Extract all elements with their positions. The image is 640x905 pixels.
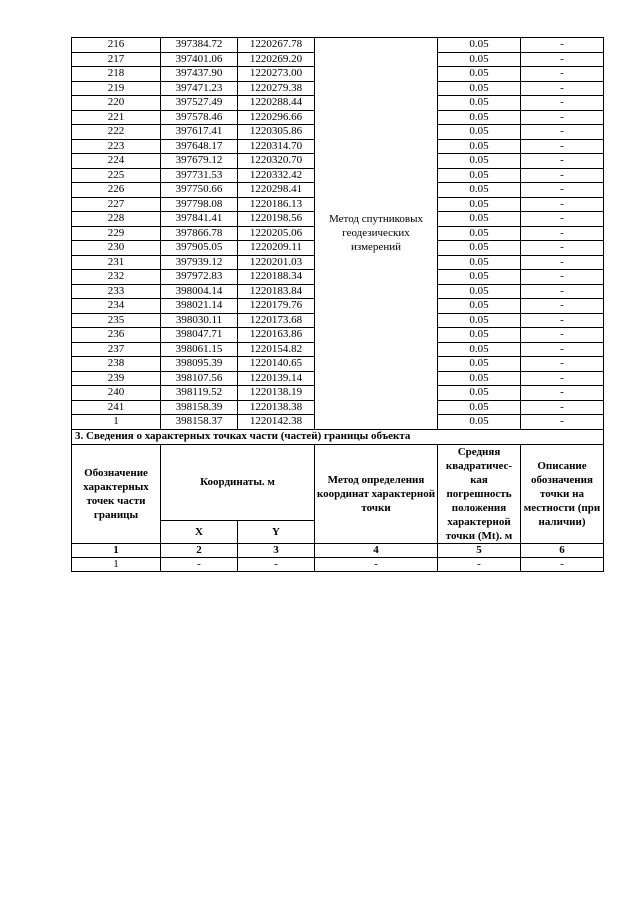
point-number: 221 — [72, 110, 161, 125]
points-table-body — [72, 38, 604, 430]
coord-y: 1220279.38 — [238, 81, 315, 96]
mt-value: 0.05 — [438, 38, 521, 53]
point-number: 225 — [72, 168, 161, 183]
mt-value: 0.05 — [438, 67, 521, 82]
point-number: 219 — [72, 81, 161, 96]
description-value: - — [521, 313, 604, 328]
point-number: 239 — [72, 371, 161, 386]
point-number: 222 — [72, 125, 161, 140]
description-value: - — [521, 357, 604, 372]
header-y: Y — [238, 520, 315, 543]
header-x: X — [161, 520, 238, 543]
header-coordinates: Координаты. м — [161, 444, 315, 520]
description-value: - — [521, 342, 604, 357]
coord-x: 397841.41 — [161, 212, 238, 227]
coord-x: 398030.11 — [161, 313, 238, 328]
section3-block — [72, 429, 604, 571]
coord-x: 398095.39 — [161, 357, 238, 372]
mt-value: 0.05 — [438, 52, 521, 67]
point-number: 217 — [72, 52, 161, 67]
description-value: - — [521, 52, 604, 67]
coord-y: 1220138.38 — [238, 400, 315, 415]
point-number: 1 — [72, 415, 161, 430]
description-value: - — [521, 299, 604, 314]
coord-y: 1220183.84 — [238, 284, 315, 299]
coord-y: 1220142.38 — [238, 415, 315, 430]
coord-x: 398047.71 — [161, 328, 238, 343]
point-number: 228 — [72, 212, 161, 227]
coord-y: 1220188.34 — [238, 270, 315, 285]
description-value: - — [521, 38, 604, 53]
coord-y: 1220201.03 — [238, 255, 315, 270]
coord-y: 1220140.65 — [238, 357, 315, 372]
point-number: 238 — [72, 357, 161, 372]
point-number: 236 — [72, 328, 161, 343]
mt-value: 0.05 — [438, 197, 521, 212]
mt-value: 0.05 — [438, 299, 521, 314]
description-value: - — [521, 284, 604, 299]
mt-value: 0.05 — [438, 342, 521, 357]
mt-value: 0.05 — [438, 125, 521, 140]
coord-x: 397578.46 — [161, 110, 238, 125]
column-number: 6 — [521, 543, 604, 557]
coord-x: 398158.39 — [161, 400, 238, 415]
point-number: 223 — [72, 139, 161, 154]
coord-x: 397972.83 — [161, 270, 238, 285]
mt-value: 0.05 — [438, 212, 521, 227]
mt-value: 0.05 — [438, 183, 521, 198]
point-number: 218 — [72, 67, 161, 82]
coord-x: 397905.05 — [161, 241, 238, 256]
section3-row — [72, 557, 604, 571]
point-number: 232 — [72, 270, 161, 285]
description-value: - — [521, 110, 604, 125]
mt-value: - — [438, 557, 521, 571]
coord-x: - — [161, 557, 238, 571]
point-number: 233 — [72, 284, 161, 299]
description-value: - — [521, 197, 604, 212]
mt-value: 0.05 — [438, 168, 521, 183]
point-number: 229 — [72, 226, 161, 241]
mt-value: 0.05 — [438, 270, 521, 285]
coord-y: 1220296.66 — [238, 110, 315, 125]
point-number: 230 — [72, 241, 161, 256]
mt-value: 0.05 — [438, 400, 521, 415]
description-value: - — [521, 67, 604, 82]
header-designation: Обозначение характерных точек части границы — [72, 444, 161, 543]
coord-y: 1220154.82 — [238, 342, 315, 357]
header-mt: Средняя квадратичес-кая погрешность положения характерной точки (Mt). м — [438, 444, 521, 543]
coord-y: 1220186.13 — [238, 197, 315, 212]
column-number: 4 — [315, 543, 438, 557]
coord-x: 398119.52 — [161, 386, 238, 401]
mt-value: 0.05 — [438, 241, 521, 256]
point-number: 231 — [72, 255, 161, 270]
description-value: - — [521, 415, 604, 430]
coord-x: 398021.14 — [161, 299, 238, 314]
coord-x: 397384.72 — [161, 38, 238, 53]
coord-x: 397798.08 — [161, 197, 238, 212]
method-cell: - — [315, 557, 438, 571]
coord-y: 1220269.20 — [238, 52, 315, 67]
mt-value: 0.05 — [438, 415, 521, 430]
description-value: - — [521, 81, 604, 96]
coord-y: 1220163.86 — [238, 328, 315, 343]
section3-title: 3. Сведения о характерных точках части (частей) границы объекта — [72, 429, 604, 444]
mt-value: 0.05 — [438, 154, 521, 169]
mt-value: 0.05 — [438, 357, 521, 372]
mt-value: 0.05 — [438, 255, 521, 270]
mt-value: 0.05 — [438, 284, 521, 299]
column-numbers-row — [72, 543, 604, 557]
coord-y: 1220173.68 — [238, 313, 315, 328]
coord-y: 1220288.44 — [238, 96, 315, 111]
description-value: - — [521, 226, 604, 241]
description-value: - — [521, 168, 604, 183]
point-number: 216 — [72, 38, 161, 53]
coord-x: 397750.66 — [161, 183, 238, 198]
description-value: - — [521, 371, 604, 386]
coord-y: 1220273.00 — [238, 67, 315, 82]
description-value: - — [521, 183, 604, 198]
mt-value: 0.05 — [438, 313, 521, 328]
coord-y: 1220139.14 — [238, 371, 315, 386]
coord-y: 1220267.78 — [238, 38, 315, 53]
coord-x: 397401.06 — [161, 52, 238, 67]
description-value: - — [521, 255, 604, 270]
point-number: 235 — [72, 313, 161, 328]
coord-x: 397471.23 — [161, 81, 238, 96]
coord-y: 1220305.86 — [238, 125, 315, 140]
mt-value: 0.05 — [438, 328, 521, 343]
coord-y: 1220138.19 — [238, 386, 315, 401]
coord-y: 1220320.70 — [238, 154, 315, 169]
description-value: - — [521, 557, 604, 571]
mt-value: 0.05 — [438, 371, 521, 386]
coord-x: 397617.41 — [161, 125, 238, 140]
description-value: - — [521, 125, 604, 140]
point-number: 237 — [72, 342, 161, 357]
point-number: 240 — [72, 386, 161, 401]
coord-y: 1220198.56 — [238, 212, 315, 227]
coord-x: 397648.17 — [161, 139, 238, 154]
coord-y: 1220298.41 — [238, 183, 315, 198]
description-value: - — [521, 386, 604, 401]
column-number: 1 — [72, 543, 161, 557]
point-number: 241 — [72, 400, 161, 415]
method-cell: Метод спутниковых геодезических измерений — [315, 38, 438, 430]
coord-x: 397437.90 — [161, 67, 238, 82]
coord-y: - — [238, 557, 315, 571]
mt-value: 0.05 — [438, 139, 521, 154]
mt-value: 0.05 — [438, 81, 521, 96]
header-description: Описание обозначения точки на местности (при наличии) — [521, 444, 604, 543]
description-value: - — [521, 270, 604, 285]
description-value: - — [521, 96, 604, 111]
description-value: - — [521, 212, 604, 227]
point-number: 227 — [72, 197, 161, 212]
mt-value: 0.05 — [438, 96, 521, 111]
coord-y: 1220314.70 — [238, 139, 315, 154]
point-number: 226 — [72, 183, 161, 198]
coord-x: 397866.78 — [161, 226, 238, 241]
point-number: 224 — [72, 154, 161, 169]
coord-y: 1220209.11 — [238, 241, 315, 256]
description-value: - — [521, 154, 604, 169]
column-number: 3 — [238, 543, 315, 557]
column-number: 2 — [161, 543, 238, 557]
coord-x: 398004.14 — [161, 284, 238, 299]
point-number: 220 — [72, 96, 161, 111]
mt-value: 0.05 — [438, 226, 521, 241]
coord-x: 398107.56 — [161, 371, 238, 386]
description-value: - — [521, 328, 604, 343]
coord-x: 397527.49 — [161, 96, 238, 111]
mt-value: 0.05 — [438, 386, 521, 401]
description-value: - — [521, 400, 604, 415]
coord-x: 398061.15 — [161, 342, 238, 357]
description-value: - — [521, 241, 604, 256]
description-value: - — [521, 139, 604, 154]
header-method: Метод определения координат характерной точки — [315, 444, 438, 543]
mt-value: 0.05 — [438, 110, 521, 125]
table-row — [72, 38, 604, 53]
coord-x: 398158.37 — [161, 415, 238, 430]
boundary-points-table — [71, 37, 604, 572]
coord-x: 397939.12 — [161, 255, 238, 270]
column-number: 5 — [438, 543, 521, 557]
coord-y: 1220179.76 — [238, 299, 315, 314]
coord-x: 397679.12 — [161, 154, 238, 169]
coord-y: 1220332.42 — [238, 168, 315, 183]
coord-y: 1220205.06 — [238, 226, 315, 241]
coord-x: 397731.53 — [161, 168, 238, 183]
point-number: 1 — [72, 557, 161, 571]
point-number: 234 — [72, 299, 161, 314]
